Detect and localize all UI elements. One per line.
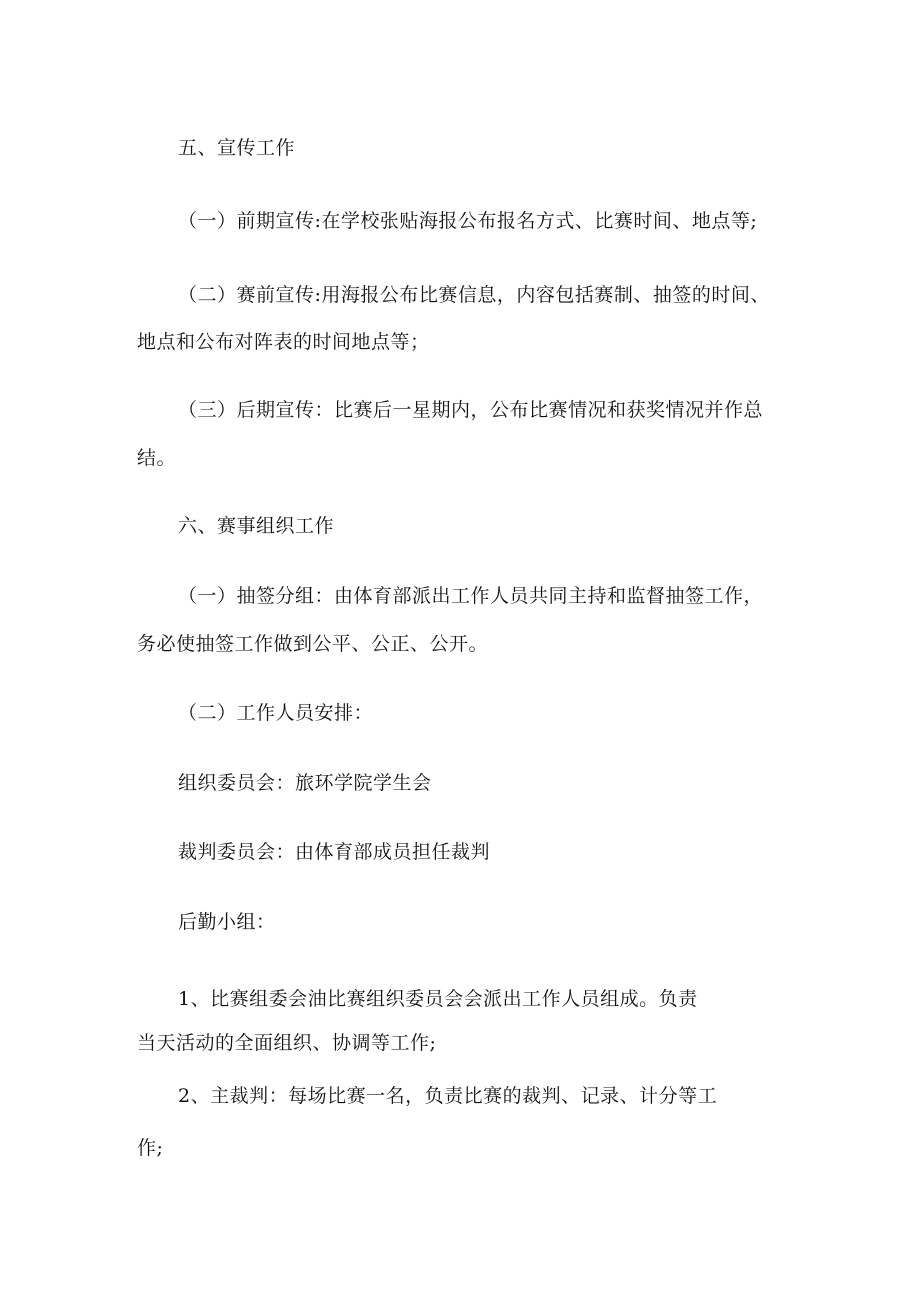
referee-committee: 裁判委员会：由体育部成员担任裁判 [178,841,491,863]
point2-line1: 2、主裁判：每场比赛一名，负责比赛的裁判、记录、计分等工 [178,1085,718,1107]
section5-item2-line1: （二）赛前宣传:用海报公布比赛信息，内容包括赛制、抽签的时间、 [178,284,770,306]
section5-heading: 五、宣传工作 [178,137,296,159]
point2-line2: 作; [137,1137,164,1159]
section6-heading: 六、赛事组织工作 [178,515,335,537]
section6-item1-line2: 务必使抽签工作做到公平、公正、公开。 [137,633,489,655]
section5-item3-line1: （三）后期宣传：比赛后一星期内，公布比赛情况和获奖情况并作总 [178,399,764,421]
section6-item2: （二）工作人员安排： [178,702,374,724]
section5-item3-line2: 结。 [137,447,177,469]
section5-item1: （一）前期宣传:在学校张贴海报公布报名方式、比赛时间、地点等; [178,210,758,232]
point1-line2: 当天活动的全面组织、协调等工作; [137,1032,437,1054]
logistics-heading: 后勤小组： [178,911,276,933]
section6-item1-line1: （一）抽签分组：由体育部派出工作人员共同主持和监督抽签工作， [178,585,764,607]
point1-line1: 1、比赛组委会油比赛组织委员会会派出工作人员组成。负责 [178,988,698,1010]
org-committee: 组织委员会：旅环学院学生会 [178,772,432,794]
section5-item2-line2: 地点和公布对阵表的时间地点等； [137,331,430,353]
